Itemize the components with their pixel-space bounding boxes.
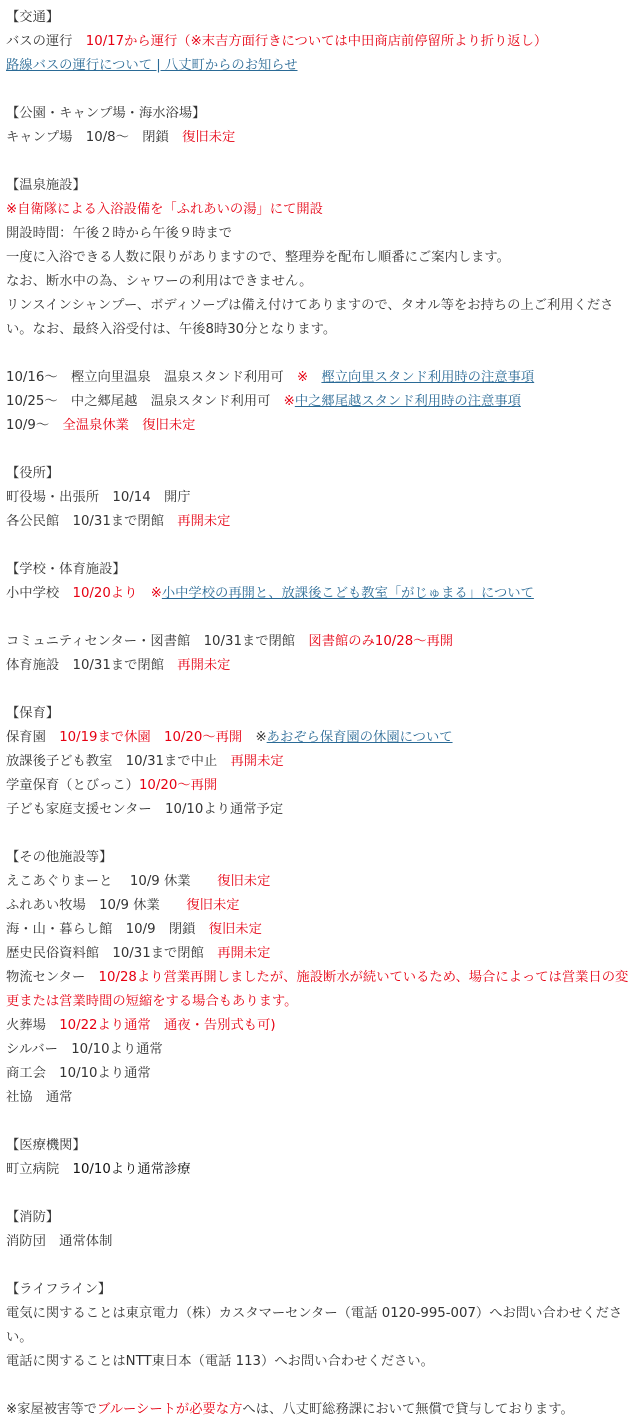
section-heading: 【温泉施設】 xyxy=(6,178,86,193)
status-line xyxy=(6,630,636,654)
status-line xyxy=(6,654,636,678)
status-line xyxy=(6,510,636,534)
section-heading: 【交通】 xyxy=(6,10,60,25)
notice-link[interactable]: 路線バスの運行について | 八丈町からのお知らせ xyxy=(6,58,298,73)
status-line xyxy=(6,1230,636,1254)
section-spacer xyxy=(6,1374,636,1398)
section-spacer xyxy=(6,438,636,462)
status-text: 10/9〜 xyxy=(6,418,63,433)
section-block xyxy=(6,102,636,174)
blank-line xyxy=(6,606,636,630)
status-text: ふれあい牧場 10/9 休業 xyxy=(6,898,187,913)
status-highlight-text: 10/20より ※ xyxy=(72,586,162,601)
status-highlight-text: 図書館のみ10/28〜再開 xyxy=(308,634,454,649)
status-line xyxy=(6,750,636,774)
status-highlight-text: ※自衛隊による入浴設備を「ふれあいの湯」にて開設 xyxy=(6,202,323,217)
status-text: 海・山・暮らし館 10/9 閉鎖 xyxy=(6,922,209,937)
status-text: 歴史民俗資料館 10/31まで閉館 xyxy=(6,946,218,961)
status-line xyxy=(6,1014,636,1038)
section-block xyxy=(6,846,636,1134)
status-line xyxy=(6,942,636,966)
section-spacer xyxy=(6,150,636,174)
status-highlight-text: 10/28より営業再開しましたが、施設断水が続いているため、場合によっては営業日の変更または営業時間の短縮をする場合もあります。 xyxy=(6,970,629,1009)
status-line xyxy=(6,222,636,246)
status-line xyxy=(6,774,636,798)
status-highlight-text: 全温泉休業 復旧未定 xyxy=(62,418,196,433)
section-heading: 【消防】 xyxy=(6,1210,60,1225)
status-text: 小中学校 xyxy=(6,586,73,601)
section-heading: 【役所】 xyxy=(6,466,60,481)
status-highlight-text: ※ xyxy=(283,394,295,409)
status-text: バスの運行 xyxy=(6,34,86,49)
status-text: 電話に関することはNTT東日本（電話 113）へお問い合わせください。 xyxy=(6,1354,434,1369)
status-text: なお、断水中の為、シャワーの利用はできません。 xyxy=(6,274,313,289)
status-line xyxy=(6,198,636,222)
status-line xyxy=(6,366,636,390)
status-text: 開設時間：午後２時から午後９時まで xyxy=(6,226,233,241)
notice-link[interactable]: あおぞら保育園の休園について xyxy=(266,730,453,745)
status-text: 一度に入浴できる人数に限りがありますので、整理券を配布し順番にご案内します。 xyxy=(6,250,510,265)
status-line xyxy=(6,1350,636,1374)
status-line xyxy=(6,918,636,942)
notice-link[interactable]: 小中学校の再開と、放課後こども教室「がじゅまる」について xyxy=(161,586,534,601)
status-text: 体育施設 10/31まで閉館 xyxy=(6,658,178,673)
status-text: 町役場・出張所 10/14 開庁 xyxy=(6,490,191,505)
section-block xyxy=(6,1278,636,1398)
status-highlight-text: 10/17から運行（※末吉方面行きについては中田商店前停留所より折り返し） xyxy=(85,34,548,49)
status-text: ※ xyxy=(242,730,267,745)
section-block xyxy=(6,558,636,702)
status-line xyxy=(6,1038,636,1062)
status-line xyxy=(6,246,636,270)
status-line xyxy=(6,414,636,438)
status-line xyxy=(6,294,636,342)
status-text: 10/25〜 中之郷尾越 温泉スタンド利用可 xyxy=(6,394,284,409)
status-text: 学童保育（とびっこ） xyxy=(6,778,139,793)
blank-line xyxy=(6,342,636,366)
section-spacer xyxy=(6,1254,636,1278)
status-line xyxy=(6,798,636,822)
section-heading: 【公園・キャンプ場・海水浴場】 xyxy=(6,106,206,121)
section-spacer xyxy=(6,1182,636,1206)
status-line xyxy=(6,966,636,1014)
section-heading: 【保育】 xyxy=(6,706,60,721)
section-spacer xyxy=(6,678,636,702)
section-spacer xyxy=(6,534,636,558)
status-line xyxy=(6,126,636,150)
status-highlight-text: 再開未定 xyxy=(177,658,231,673)
status-line xyxy=(6,894,636,918)
status-text: シルバー 10/10より通常 xyxy=(6,1042,163,1057)
section-block xyxy=(6,1398,636,1422)
status-highlight-text: 再開未定 xyxy=(177,514,231,529)
section-heading: 【ライフライン】 xyxy=(6,1282,112,1297)
status-text: 物流センター xyxy=(6,970,99,985)
status-text: えこあぐりまーと 10/9 休業 xyxy=(6,874,218,889)
status-line xyxy=(6,1158,636,1182)
status-highlight-text: 10/22より通常 通夜・告別式も可) xyxy=(59,1018,276,1033)
status-text: ※家屋被害等で xyxy=(6,1402,97,1417)
section-block xyxy=(6,1134,636,1206)
status-text: 放課後子ども教室 10/31まで中止 xyxy=(6,754,231,769)
status-text: 消防団 通常体制 xyxy=(6,1234,113,1249)
status-line xyxy=(6,1086,636,1110)
status-line xyxy=(6,1398,636,1422)
section-heading: 【学校・体育施設】 xyxy=(6,562,126,577)
status-highlight-text: ※ xyxy=(296,370,322,385)
status-text: 10/16〜 樫立向里温泉 温泉スタンド利用可 xyxy=(6,370,297,385)
section-spacer xyxy=(6,1110,636,1134)
status-text: 町立病院 xyxy=(6,1162,73,1177)
status-text: 10/10より通常診療 xyxy=(72,1162,191,1177)
status-text: キャンプ場 10/8〜 閉鎖 xyxy=(6,130,183,145)
status-text: 各公民館 10/31まで閉館 xyxy=(6,514,178,529)
status-text: 子ども家庭支援センター 10/10より通常予定 xyxy=(6,802,284,817)
notice-link[interactable]: 中之郷尾越スタンド利用時の注意事項 xyxy=(294,394,521,409)
status-line xyxy=(6,870,636,894)
status-text: 電気に関することは東京電力（株）カスタマーセンター（電話 0120-995-007）へお問い合わせください。 xyxy=(6,1306,623,1345)
status-line xyxy=(6,30,636,54)
section-block xyxy=(6,462,636,558)
status-line xyxy=(6,1062,636,1086)
status-text: へは、八丈町総務課において無償で貸与しております。 xyxy=(242,1402,574,1417)
status-highlight-text: 復旧未定 xyxy=(217,874,271,889)
section-block xyxy=(6,1206,636,1278)
status-text: 社協 通常 xyxy=(6,1090,73,1105)
status-highlight-text: 再開未定 xyxy=(217,946,271,961)
section-block xyxy=(6,174,636,462)
section-block xyxy=(6,6,636,102)
status-text: コミュニティセンター・図書館 10/31まで閉館 xyxy=(6,634,309,649)
status-line xyxy=(6,1302,636,1350)
section-spacer xyxy=(6,822,636,846)
status-text: 商工会 10/10より通常 xyxy=(6,1066,151,1081)
status-line xyxy=(6,390,636,414)
section-block xyxy=(6,702,636,846)
notice-link[interactable]: 樫立向里スタンド利用時の注意事項 xyxy=(321,370,535,385)
status-highlight-text: 復旧未定 xyxy=(186,898,240,913)
status-text: 火葬場 xyxy=(6,1018,60,1033)
status-text: 保育園 xyxy=(6,730,60,745)
section-spacer xyxy=(6,78,636,102)
section-heading: 【その他施設等】 xyxy=(6,850,113,865)
status-line xyxy=(6,486,636,510)
status-text: リンスインシャンプー、ボディソープは備え付けてありますので、タオル等をお持ちの上ご利用ください。なお、最終入浴受付は、午後8時30分となります。 xyxy=(6,298,614,337)
status-line xyxy=(6,54,636,78)
status-highlight-text: ブルーシートが必要な方 xyxy=(96,1402,243,1417)
status-line xyxy=(6,270,636,294)
status-highlight-text: 10/19まで休園 10/20〜再開 xyxy=(59,730,243,745)
status-highlight-text: 復旧未定 xyxy=(208,922,262,937)
status-highlight-text: 復旧未定 xyxy=(182,130,236,145)
section-heading: 【医療機関】 xyxy=(6,1138,86,1153)
status-highlight-text: 再開未定 xyxy=(230,754,284,769)
status-highlight-text: 10/20〜再開 xyxy=(138,778,218,793)
status-line xyxy=(6,582,636,606)
status-line xyxy=(6,726,636,750)
